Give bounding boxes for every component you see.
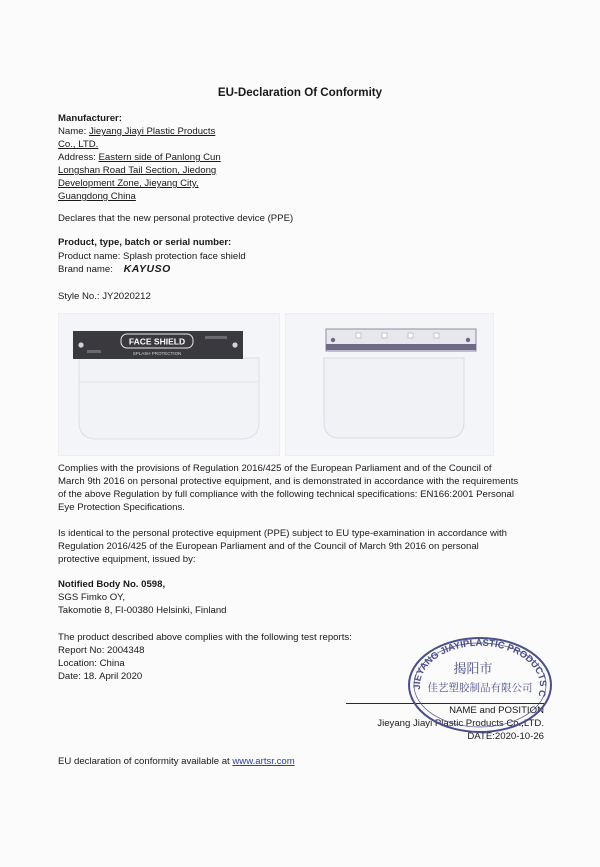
manufacturer-heading: Manufacturer: xyxy=(58,113,122,124)
complies-line-2: March 9th 2016 on personal protective equipment, and is demonstrated in accordance with the requirements xyxy=(58,476,519,487)
name-line-1: Jieyang Jiayi Plastic Products xyxy=(88,126,216,137)
manufacturer-address xyxy=(58,151,221,164)
manufacturer-name xyxy=(58,125,215,138)
notified-body-line-2: Takomotie 8, FI-00380 Helsinki, Finland xyxy=(58,605,227,616)
seal-top-cn: 揭阳市 xyxy=(453,661,493,676)
footer-link[interactable]: www.artsr.com xyxy=(232,756,295,767)
complies-line-1: Complies with the provisions of Regulation 2016/425 of the European Parliament and of the Council of xyxy=(58,463,492,474)
identical-line-1: Is identical to the personal protective equipment (PPE) subject to EU type-examination in accordance with xyxy=(58,528,508,539)
footer-text: EU declaration of conformity available at xyxy=(58,756,233,767)
name-label: Name: xyxy=(58,126,89,137)
address-line-4: Guangdong China xyxy=(58,191,136,202)
footer xyxy=(58,755,295,768)
brand-logo: KAYUSO xyxy=(123,263,171,275)
brand-row xyxy=(58,263,171,276)
identical-line-3: protective equipment, issued by: xyxy=(58,554,196,565)
seal-middle-cn: 佳艺塑胶制品有限公司 xyxy=(427,682,533,694)
report-location: Location: China xyxy=(58,658,125,669)
notified-body-heading: Notified Body No. 0598, xyxy=(58,579,166,590)
style-number: Style No.: JY2020212 xyxy=(58,291,151,302)
face-shield-front-image xyxy=(59,314,279,455)
report-intro: The product described above complies with the following test reports: xyxy=(58,632,352,643)
product-name: Product name: Splash protection face shield xyxy=(58,251,246,262)
face-shield-back-image xyxy=(286,314,493,455)
band-subtext: SPLASH PROTECTION xyxy=(132,351,182,356)
report-date: Date: 18. April 2020 xyxy=(58,671,143,682)
brand-label: Brand name: xyxy=(58,264,113,275)
name-line-2: Co., LTD. xyxy=(58,139,99,150)
signature-company: Jieyang Jiayi Plastic Products Co.,LTD. xyxy=(377,718,544,729)
address-line-3: Development Zone, Jieyang City, xyxy=(58,178,199,189)
complies-line-4: Eye Protection Specifications. xyxy=(58,502,185,513)
signature-date: DATE:2020-10-26 xyxy=(467,731,544,742)
seal-stamp-image xyxy=(405,635,555,735)
declares-text: Declares that the new personal protective device (PPE) xyxy=(58,213,294,224)
company-seal xyxy=(405,635,555,735)
band-text: FACE SHIELD xyxy=(128,336,186,347)
address-line-1: Eastern side of Panlong Cun xyxy=(98,152,221,163)
document-title: EU-Declaration Of Conformity xyxy=(217,86,383,99)
product-photo-back xyxy=(285,313,494,456)
address-label: Address: xyxy=(58,152,99,163)
product-heading: Product, type, batch or serial number: xyxy=(58,237,232,248)
seal-outer-text: JIEYANG JIAYIPLASTIC PRODUCTS C xyxy=(411,637,549,699)
report-number: Report No: 2004348 xyxy=(58,645,145,656)
complies-line-3: of the above Regulation by full compliance with the following technical specifications: EN166:2001 Personal xyxy=(58,489,514,500)
notified-body-line-1: SGS Fimko OY, xyxy=(58,592,125,603)
product-photo-front xyxy=(58,313,280,456)
name-and-position: NAME and POSITION xyxy=(449,705,544,716)
address-line-2: Longshan Road Tail Section, Jiedong xyxy=(58,165,217,176)
identical-line-2: Regulation 2016/425 of the European Parliament and of the Council of March 9th 2016 on personal xyxy=(58,541,479,552)
